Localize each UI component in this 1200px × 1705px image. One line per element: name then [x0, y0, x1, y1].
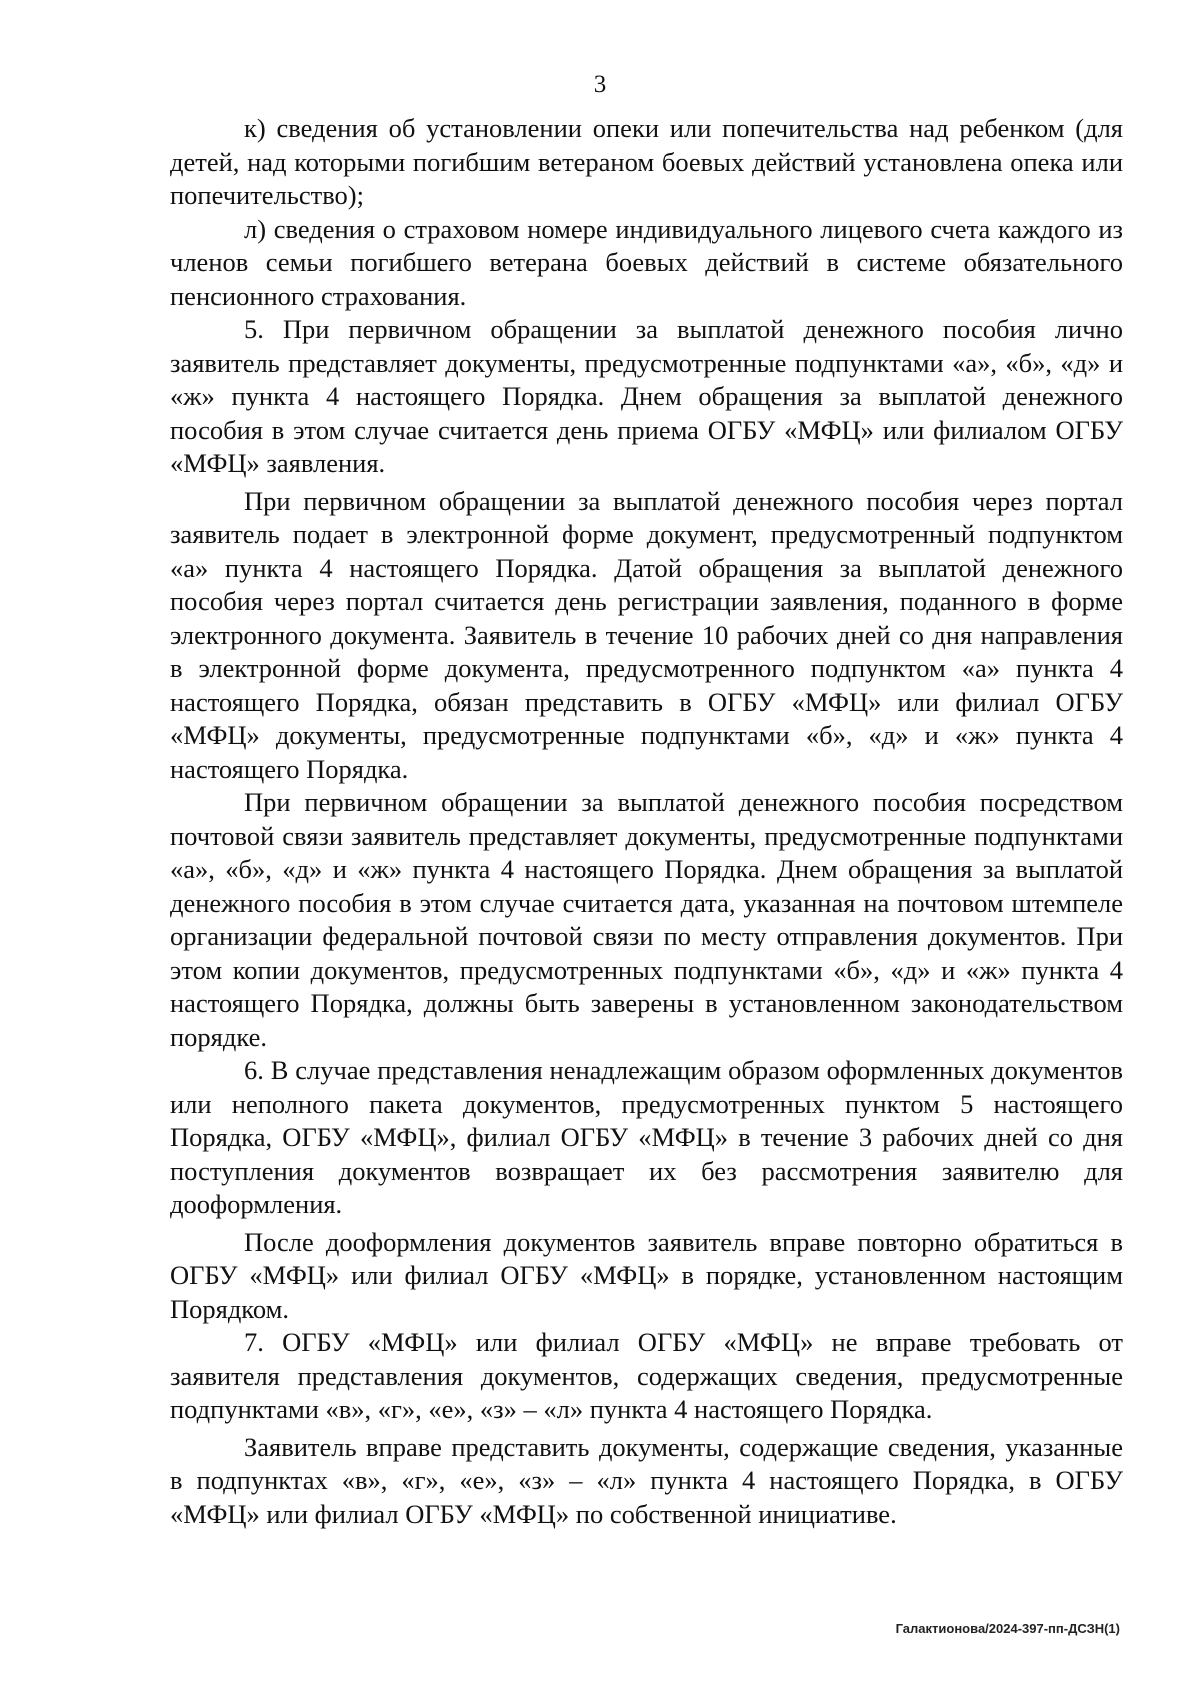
page-number: 3 [593, 71, 607, 98]
paragraph-point-7: 7. ОГБУ «МФЦ» или филиал ОГБУ «МФЦ» не вправе требовать от заявителя представления документов, содержащих сведения, предусмотренные подпунктами «в», «г», «е», «з» – «л» пункта 4 настоящего Порядка. [170, 1327, 1123, 1424]
paragraph-point-6: 6. В случае представления ненадлежащим образом оформленных документов или неполного пакета документов, предусмотренных пунктом 5 настоящего Порядка, ОГБУ «МФЦ», филиал ОГБУ «МФЦ» в течение 3 рабочих дней со дня поступления документов возвращает их без рассмотрения заявителю для дооформления. [170, 1055, 1123, 1219]
paragraph-postal-application: При первичном обращении за выплатой денежного пособия посредством почтовой связи заявитель представляет документы, предусмотренные подпунктами «а», «б», «д» и «ж» пункта 4 настоящего Порядка. Днем обращения за выплатой денежного пособия в этом случае считается дата, указанная на почтовом штемпеле организации федеральной почтовой связи по месту отправления документов. При этом копии документов, предусмотренных подпунктами «б», «д» и «ж» пункта 4 настоящего Порядка, должны быть заверены в установленном законодательством порядке. [170, 787, 1123, 1052]
paragraph-own-initiative: Заявитель вправе представить документы, содержащие сведения, указанные в подпунктах «в», «г», «е», «з» – «л» пункта 4 настоящего Порядка, в ОГБУ «МФЦ» или филиал ОГБУ «МФЦ» по собственной инициативе. [170, 1431, 1123, 1529]
paragraph-point-5: 5. При первичном обращении за выплатой денежного пособия лично заявитель представляет документы, предусмотренные подпунктами «а», «б», «д» и «ж» пункта 4 настоящего Порядка. Днем обращения за выплатой денежного пособия в этом случае считается день приема ОГБУ «МФЦ» или филиалом ОГБУ «МФЦ» заявления. [170, 314, 1123, 478]
document-reference-footer: Галактионова/2024-397-пп-ДСЗН(1) [895, 1621, 1120, 1636]
paragraph-subpoint-k: к) сведения об установлении опеки или попечительства над ребенком (для детей, над которыми погибшим ветераном боевых действий установлена опека или попечительство); [170, 113, 1123, 210]
paragraph-resubmission: После дооформления документов заявитель вправе повторно обратиться в ОГБУ «МФЦ» или филиал ОГБУ «МФЦ» в порядке, установленном настоящим Порядком. [170, 1226, 1123, 1324]
paragraph-subpoint-l: л) сведения о страховом номере индивидуального лицевого счета каждого из членов семьи погибшего ветерана боевых действий в системе обязательного пенсионного страхования. [170, 213, 1123, 311]
document-body [170, 112, 1123, 1531]
paragraph-portal-application: При первичном обращении за выплатой денежного пособия через портал заявитель подает в электронной форме документ, предусмотренный подпунктом «а» пункта 4 настоящего Порядка. Датой обращения за выплатой денежного пособия через портал считается день регистрации заявления, поданного в форме электронного документа. Заявитель в течение 10 рабочих дней со дня направления в электронной форме документа, предусмотренного подпунктом «а» пункта 4 настоящего Порядка, обязан представить в ОГБУ «МФЦ» или филиал ОГБУ «МФЦ» документы, предусмотренные подпунктами «б», «д» и «ж» пункта 4 настоящего Порядка. [170, 485, 1123, 784]
